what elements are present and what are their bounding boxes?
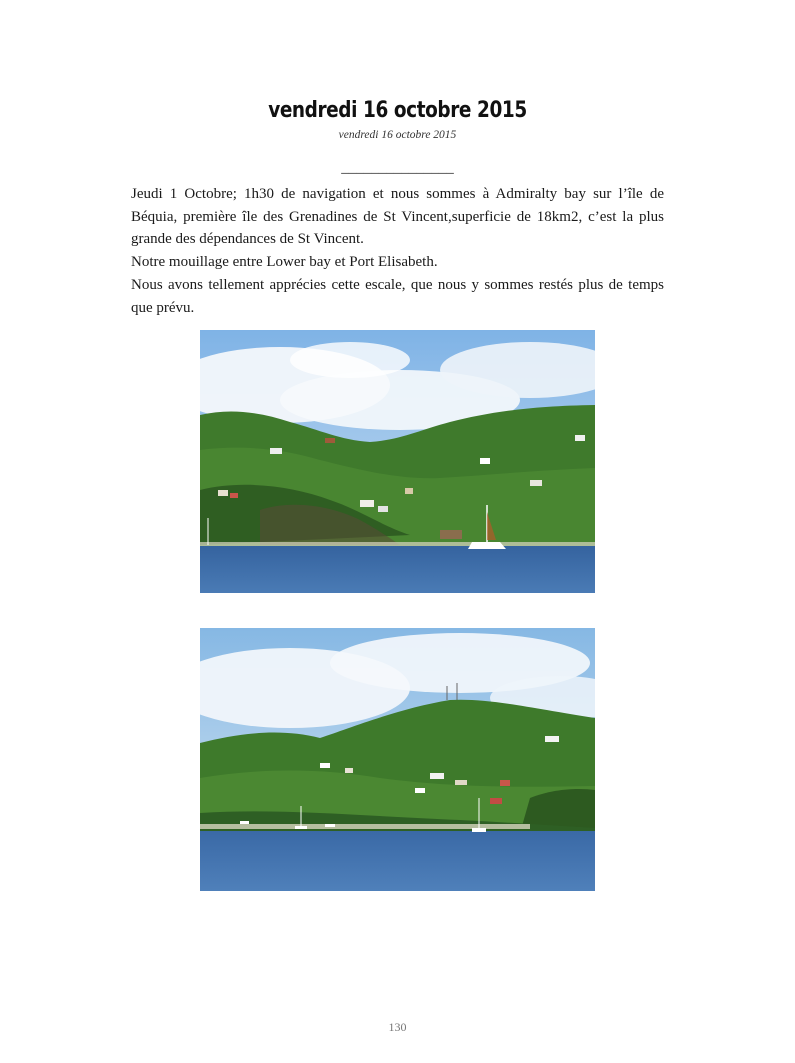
photo-bay-hillside-image — [200, 330, 595, 593]
paragraph-2: Notre mouillage entre Lower bay et Port Elisabeth. — [131, 254, 438, 271]
photo-bay-hillside — [200, 330, 595, 593]
page-title: vendredi 16 octobre 2015 — [268, 98, 527, 123]
page-subtitle: vendredi 16 octobre 2015 — [338, 129, 457, 141]
paragraph-3: Nous avons tellement apprécies cette escale, que nous y sommes restés plus de temps que prévu. — [131, 276, 664, 316]
body-text — [131, 183, 664, 319]
separator-line: _______________ — [341, 160, 454, 176]
paragraph-1: Jeudi 1 Octobre; 1h30 de navigation et nous sommes à Admiralty bay sur l’île de Béquia, première île des Grenadines de St Vincent,superficie de 18km2, c’est la plus grande des dépendances de St Vincent. — [131, 186, 664, 248]
page-number: 130 — [388, 1020, 407, 1034]
photo-admiralty-bay-image — [200, 628, 595, 891]
photo-admiralty-bay — [200, 628, 595, 891]
